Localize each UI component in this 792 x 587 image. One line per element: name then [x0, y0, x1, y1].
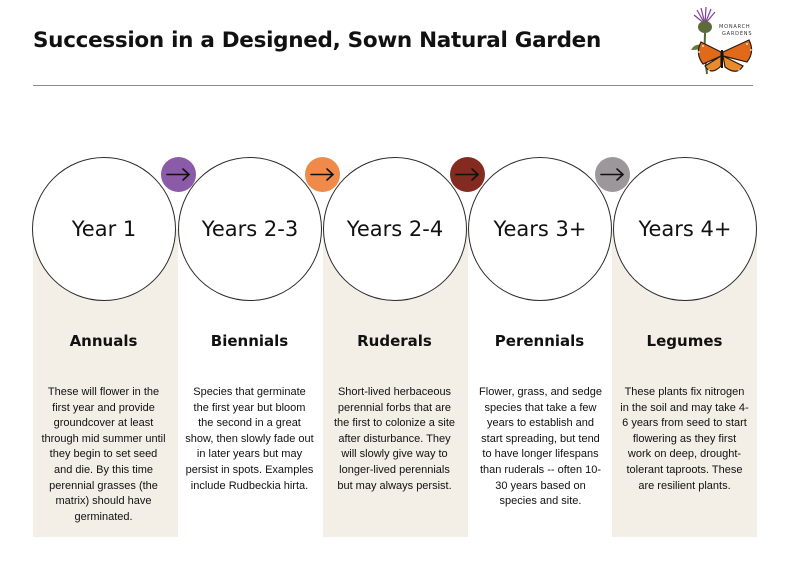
stage-description: These plants fix nitrogen in the soil and may take 4-6 years from seed to start flowering as they first work on deep, drought-tolerant taproots. These are resilient plants. [620, 386, 749, 492]
page-title: Succession in a Designed, Sown Natural Garden [33, 28, 601, 53]
arrow-right-icon [161, 157, 196, 192]
stage-heading-biennials: Biennials [210, 332, 289, 350]
stage-description: Species that germinate the first year but bloom the second in a great show, then slowly fade out in later years but may persist in spots. Examples include Rudbeckia hirta. [185, 386, 314, 492]
stage-heading-annuals: Annuals [69, 332, 138, 350]
stage-heading-legumes: Legumes [646, 332, 723, 350]
stage-description: Flower, grass, and sedge species that take a few years to establish and start spreading, but tend to have longer lifespans than ruderals -- often 10-30 years based on species and site. [479, 386, 602, 508]
stage-circle-4 [468, 157, 612, 301]
stage-period: Year 1 [71, 217, 137, 241]
stage-period: Years 3+ [493, 217, 587, 241]
stage-heading-ruderals: Ruderals [357, 332, 432, 350]
arrow-right-icon [595, 157, 630, 192]
stage-circle-5 [613, 157, 757, 301]
stage-circle-1 [32, 157, 176, 301]
stage-circle-3 [323, 157, 467, 301]
stage-period: Years 2-4 [346, 217, 444, 241]
stage-period: Years 4+ [638, 217, 732, 241]
arrow-right-icon [305, 157, 340, 192]
logo-text-gardens: GARDENS [722, 31, 753, 37]
stage-description: Short-lived herbaceous perennial forbs that are the first to colonize a site after disturbance. They will slowly give way to longer-lived perennials but may always persist. [333, 386, 456, 492]
stage-period: Years 2-3 [201, 217, 299, 241]
header-divider [33, 85, 753, 86]
stage-circle-2 [178, 157, 322, 301]
stage-heading-perennials: Perennials [494, 332, 585, 350]
monarch-gardens-logo [685, 6, 755, 78]
stage-description: These will flower in the first year and provide groundcover at least through mid summer until they begin to set seed and die. By this time perennial grasses (the matrix) should have germinated. [41, 386, 166, 523]
thistle-butterfly-icon [685, 6, 755, 78]
arrow-right-icon [450, 157, 485, 192]
logo-text-monarch: MONARCH [719, 24, 751, 30]
